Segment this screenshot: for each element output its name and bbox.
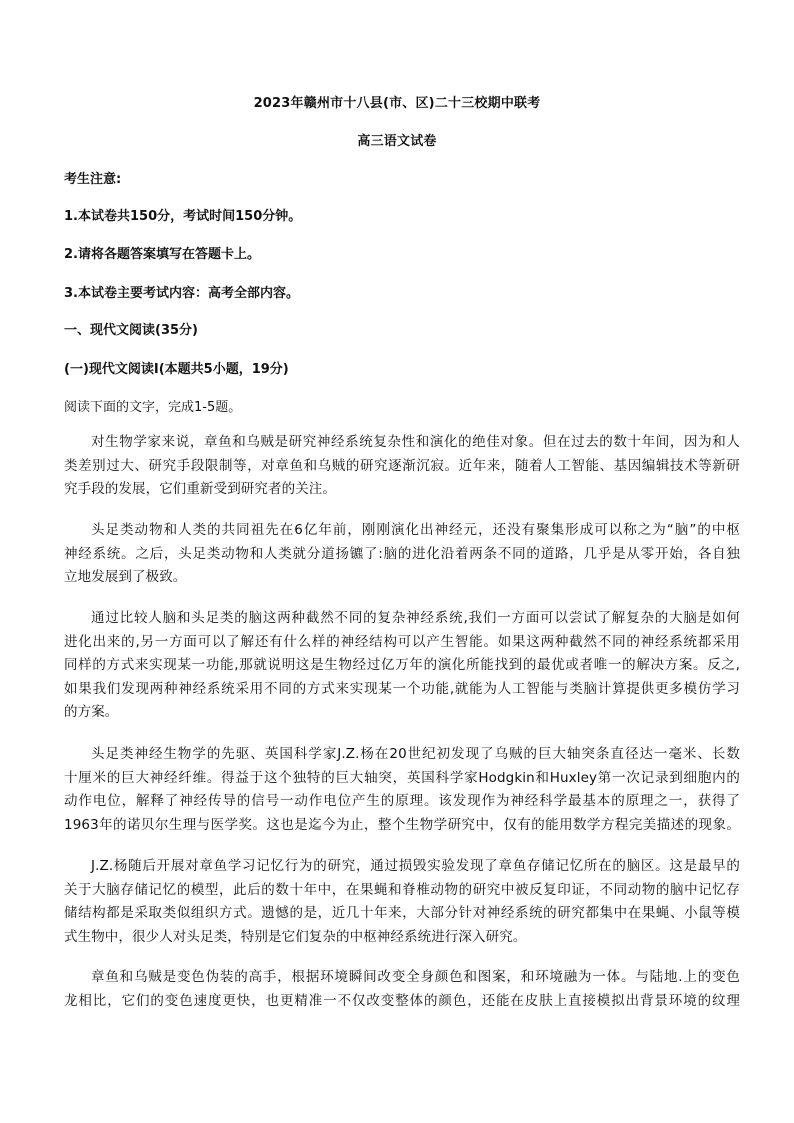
paragraph-line: 通过比较人脑和头足类的脑这两种截然不同的复杂神经系统,我们一方面可以尝试了解复杂的大脑是如何 (91, 610, 740, 626)
subject-title: 高三语文试卷 (357, 134, 437, 149)
notice-item: 2.请将各题答案填写在答题卡上。 (64, 247, 260, 262)
paragraph-line: 头足类神经生物学的先驱、英国科学家J.Z.杨在20世纪初发现了乌贼的巨大轴突条直径达一毫米、长数 (91, 746, 740, 762)
paragraph-line: 类差别过大、研究手段限制等，对章鱼和乌贼的研究逐渐沉寂。近年来，随着人工智能、基因编辑技术等新研 (64, 457, 740, 474)
notice-heading: 考生注意: (64, 172, 122, 187)
notice-item: 1.本试卷共150分，考试时间150分钟。 (64, 209, 302, 224)
paragraph-line: 进化出来的,另一方面可以了解还有什么样的神经结构可以产生智能。如果这两种截然不同的神经系统都采用 (64, 633, 740, 650)
paragraph-line: 储结构都是采取类似组织方式。遗憾的是，近几十年来，大部分针对神经系统的研究都集中在果蝇、小鼠等模 (64, 905, 740, 921)
passage-paragraph-4 (64, 743, 740, 837)
paragraph-line: 龙相比，它们的变色速度更快，也更精准一不仅改变整体的颜色，还能在皮肤上直接模拟出背景环境的纹理 (64, 992, 740, 1009)
section-heading: 一、现代文阅读(35分) (64, 323, 198, 338)
paragraph-line: J.Z.杨随后开展对章鱼学习记忆行为的研究，通过损毁实验发现了章鱼存储记忆所在的脑区。这是最早的 (91, 858, 740, 874)
passage-paragraph-3 (64, 607, 740, 725)
reading-instruction: 阅读下面的文字，完成1-5题。 (64, 400, 242, 415)
paragraph-line: 的方案。 (64, 704, 119, 720)
passage-paragraph-1 (64, 431, 740, 502)
paragraph-line: 究手段的发展，它们重新受到研究者的关注。 (64, 481, 336, 497)
paragraph-line: 如果我们发现两种神经系统采用不同的方式来实现某一个功能,就能为人工智能与类脑计算提供更多模仿学习 (64, 680, 740, 697)
passage-paragraph-6 (64, 966, 740, 1013)
paragraph-line: 对生物学家来说，章鱼和乌贼是研究神经系统复杂性和演化的绝佳对象。但在过去的数十年间，因为和人 (91, 434, 740, 450)
paragraph-line: 神经系统。之后，头足类动物和人类就分道扬镳了:脑的进化沿着两条不同的道路，几乎是从零开始，各自独 (64, 545, 740, 562)
paragraph-line: 头足类动物和人类的共同祖先在6亿年前，刚刚演化出神经元，还没有聚集形成可以称之为“脑”的中枢 (91, 522, 740, 538)
passage-paragraph-5 (64, 855, 740, 949)
paragraph-line: 动作电位，解释了神经传导的信号一动作电位产生的原理。该发现作为神经科学最基本的原理之一，获得了 (64, 793, 740, 809)
paragraph-line: 立地发展到了极致。 (64, 569, 187, 585)
section-subheading: (一)现代文阅读I(本题共5小题，19分) (64, 362, 289, 377)
passage-paragraph-2 (64, 519, 740, 590)
paragraph-line: 1963年的诺贝尔生理与医学奖。这也是迄今为止，整个生物学研究中，仅有的能用数学方程完美描述的现象。 (64, 816, 740, 833)
paragraph-line: 章鱼和乌贼是变色伪装的高手，根据环境瞬间改变全身颜色和图案，和环境融为一体。与陆地.上的变色 (91, 969, 740, 985)
paragraph-line: 关于大脑存储记忆的模型，此后的数十年中，在果蝇和脊椎动物的研究中被反复印证，不同动物的脑中记忆存 (64, 881, 740, 898)
exam-title: 2023年赣州市十八县(市、区)二十三校期中联考 (253, 96, 541, 111)
paragraph-line: 式生物中，很少人对头足类，特别是它们复杂的中枢神经系统进行深入研究。 (64, 928, 527, 945)
paragraph-line: 同样的方式来实现某一功能,那就说明这是生物经过亿万年的演化所能找到的最优或者唯一的解决方案。反之, (64, 657, 740, 673)
paragraph-line: 十厘米的巨大神经纤维。得益于这个独特的巨大轴突，英国科学家Hodgkin和Huxley第一次记录到细胞内的 (64, 769, 740, 786)
notice-item: 3.本试卷主要考试内容：高考全部内容。 (64, 286, 299, 301)
